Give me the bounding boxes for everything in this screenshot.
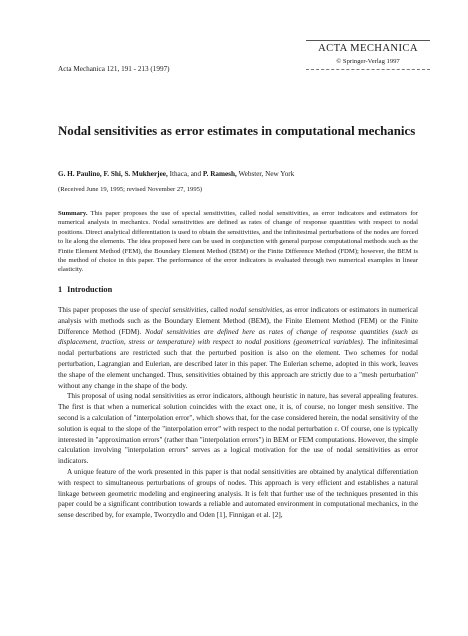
text-run: This paper proposes the use of — [58, 306, 150, 314]
paragraph-1 — [58, 305, 418, 391]
author-line — [58, 170, 418, 178]
summary-text: This paper proposes the use of special sensitivities, called nodal sensitivities, as error indicators and estimators for numerical analysis in mechanics. Nodal sensitivities are defined as rates of change of response quantities with respect to nodal positions. Direct analytical differentiation is used to obtain the sensitivities, and the infinitesimal perturbations of the nodes are forced to lie along the elements. The idea proposed here can be used in conjunction with general purpose computational methods such as the Finite Element Method (FEM), the Boundary Element Method (BEM) or the Finite Difference Method (FDM); however, the BEM is the method of choice in this paper. The performance of the error indicators is evaluated through two numerical examples in linear elasticity. — [58, 210, 418, 274]
author-names-1: G. H. Paulino, F. Shi, S. Mukherjee, — [58, 170, 168, 178]
journal-name: ACTA MECHANICA — [318, 43, 418, 54]
journal-masthead — [306, 40, 430, 70]
summary-label: Summary. — [58, 210, 88, 217]
text-run: , called — [206, 306, 230, 314]
affiliation-2: Webster, New York — [236, 170, 295, 178]
section-number: 1 — [58, 285, 63, 294]
emphasis-run: special sensitivities — [149, 306, 207, 314]
masthead-top-rule — [306, 40, 430, 41]
affiliation-1: Ithaca, and — [167, 170, 203, 178]
masthead-bottom-rule — [306, 69, 430, 70]
journal-reference: Acta Mechanica 121, 191 - 213 (1997) — [58, 65, 170, 73]
copyright-notice: © Springer-Verlag 1997 — [336, 58, 400, 65]
emphasis-run: nodal sensitivities — [229, 306, 283, 314]
summary-paragraph — [58, 209, 418, 275]
paragraph-3: A unique feature of the work presented in this paper is that nodal sensitivities are obtained by analytical differentiation with respect to simultaneous perturbations of groups of nodes. This approach is very efficient and establishes a natural linkage between geometric modeling and engineering analysis. It is felt that further use of the techniques presented in this paper could be a significant contribution towards a reliable and automated environment in computational mechanics, in the sense described by, for example, Tworzydlo and Oden [1], Finnigan et al. [2], — [58, 467, 418, 520]
text-run: . The infinitesimal nodal perturbations are restricted such that the perturbed position is also on the element. Two schemes for nodal perturbation, Lagrangian and Eulerian, are described later in this paper. The Eulerian scheme, adopted in this work, leaves the shape of the element unchanged. Thus, sensitivities obtained by this approach are strictly due to a "mesh perturbation" without any change in the shape of the body. — [58, 338, 419, 390]
author-names-2: P. Ramesh, — [202, 170, 237, 178]
article-title: Nodal sensitivities as error estimates in computational mechanics — [58, 124, 416, 138]
paragraph-2: This proposal of using nodal sensitivities as error indicators, although heuristic in nature, has several appealing features. The first is that when a numerical solution coincides with the exact one, it is, of course, no longer mesh sensitive. The second is a calculation of "interpolation error", which shows that, for the case considered herein, the nodal sensitivity of the solution is equal to the slope of the "interpolation error" with respect to the nodal perturbation ε. Of course, one is typically interested in "approximation errors" (rather than "interpolation errors") in BEM or FEM computations. However, the simple calculation involving "interpolation errors" serves as a logical motivation for the use of nodal sensitivities as error indicators. — [58, 392, 418, 466]
body-text — [58, 305, 418, 521]
text-run: , as error indicators or estimators in numerical analysis with methods such as the Boundary Element Method (BEM), the Finite Element Method (FEM) or the Finite Difference Method (FDM). — [58, 306, 419, 336]
received-dates: (Received June 19, 1995; revised November 27, 1995) — [58, 186, 203, 193]
emphasis-run: Nodal sensitivities are defined here as rates of change of response quantities (such as displacement, traction, stress or temperature) with respect to nodal positions (geometrical variables) — [58, 327, 418, 347]
section-heading — [58, 285, 112, 294]
section-title: Introduction — [67, 285, 113, 294]
